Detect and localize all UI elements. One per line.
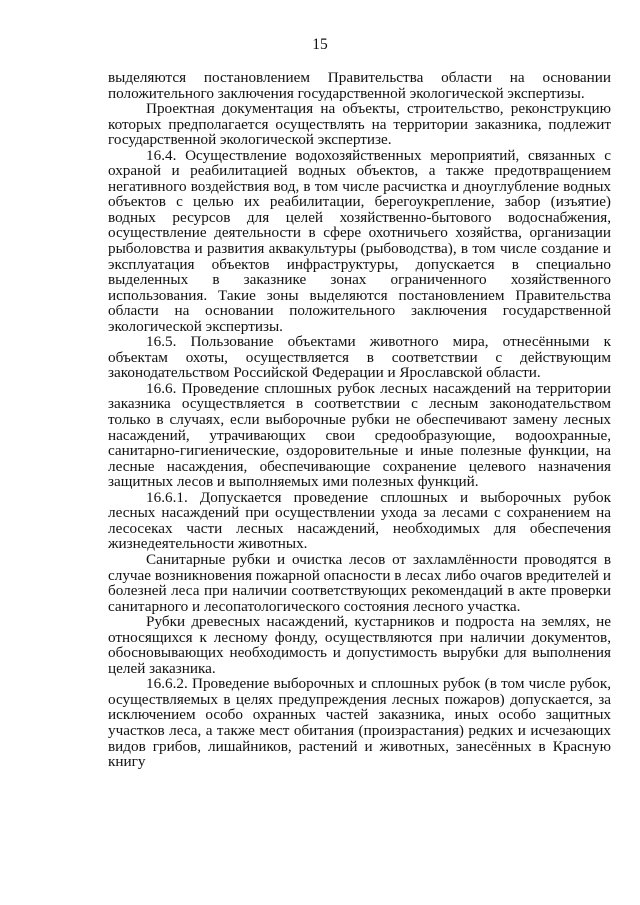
paragraph-sanitary-cutting: Санитарные рубки и очистка лесов от захламлённости проводятся в случае возникновения пожарной опасности в лесах либо очагов вредителей и болезней леса при наличии соответствующих рекомендаций в акте проверки санитарного и лесопатологического состояния лесного участка. <box>108 550 611 615</box>
paragraph-16-4: 16.4. Осуществление водохозяйственных мероприятий, связанных с охраной и реабилитацией водных объектов, а также предотвращением негативного воздействия вод, в том числе расчистка и дноуглубление водных объектов с целью их реабилитации, берегоукрепление, забор (изъятие) водных ресурсов для целей хозяйственно-бытового водоснабжения, осуществление деятельности в сфере охотничьего хозяйства, организации рыболовства и развития аквакультуры (рыбоводства), в том числе создание и эксплуатация объектов инфраструктуры, допускается в специально выделенных в заказнике зонах ограниченного хозяйственного использования. Такие зоны выделяются постановлением Правительства области на основании положительного заключения государственной экологической экспертизы. <box>108 146 611 335</box>
paragraph-16-5: 16.5. Пользование объектами животного мира, отнесёнными к объектам охоты, осуществляется в соответствии с действующим законодательством Российской Федерации и Ярославской области. <box>108 333 611 382</box>
paragraph-16-6-1: 16.6.1. Допускается проведение сплошных и выборочных рубок лесных насаждений при осуществлении ухода за лесами с сохранением на лесосеках части лесных насаждений, необходимых для обеспечения жизнедеятельности животных. <box>108 488 611 553</box>
page-number: 15 <box>312 36 328 53</box>
paragraph-non-forest-cutting: Рубки древесных насаждений, кустарников и подроста на землях, не относящихся к лесному фонду, осуществляются при наличии документов, обосновывающих необходимость и допустимость вырубки для выполнения целей заказника. <box>108 613 611 677</box>
document-body <box>108 70 611 770</box>
paragraph-project-documentation: Проектная документация на объекты, строительство, реконструкцию которых предполагается осуществлять на территории заказника, подлежит государственной экологической экспертизе. <box>108 100 611 149</box>
paragraph-16-6-2: 16.6.2. Проведение выборочных и сплошных рубок (в том числе рубок, осуществляемых в целях предупреждения лесных пожаров) допускается, за исключением особо охранных частей заказника, иных особо защитных участков леса, а также мест обитания (произрастания) редких и исчезающих видов грибов, лишайников, растений и животных, занесённых в Красную книгу <box>108 675 611 771</box>
paragraph-continuation: выделяются постановлением Правительства области на основании положительного заключения государственной экологической экспертизы. <box>108 69 611 102</box>
paragraph-16-6: 16.6. Проведение сплошных рубок лесных насаждений на территории заказника осуществляется в соответствии с лесным законодательством только в случаях, если выборочные рубки не обеспечивают замену лесных насаждений, утрачивающих свои средообразующие, водоохранные, санитарно-гигиенические, оздоровительные и иные полезные функции, на лесные насаждения, обеспечивающие сохранение целевого назначения защитных лесов и выполняемых ими полезных функций. <box>108 379 611 491</box>
